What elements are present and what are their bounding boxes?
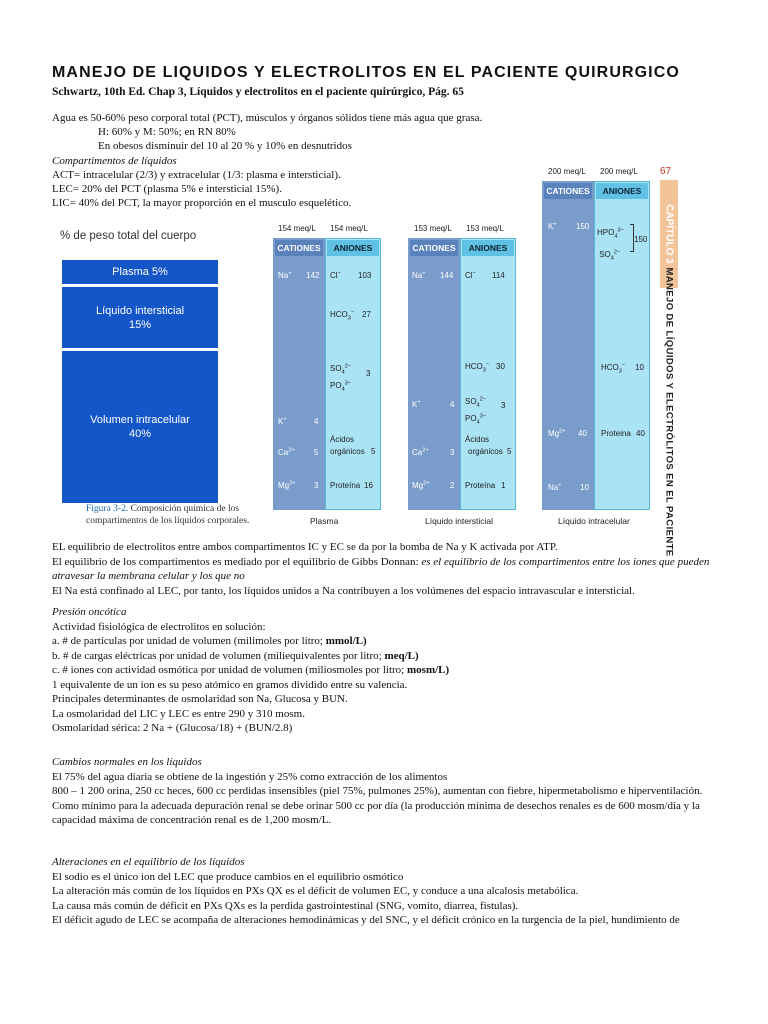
intra-label: Líquido intracelular <box>558 516 630 526</box>
list-item-unit: meq/L) <box>384 649 419 662</box>
section-heading: Alteraciones en el equilibrio de los líquidos <box>52 856 245 868</box>
inter-hco3: $HCO_3^-$ <box>465 361 490 374</box>
paragraph: El 75% del agua diaria se obtiene de la ingestión y 25% como extracción de los alimentos <box>52 770 448 783</box>
figure-caption <box>86 503 276 527</box>
inter-cations-header: CATIONES <box>410 240 458 256</box>
plasma-cation-total: 154 meq/L <box>278 224 316 233</box>
plasma-so4-po4: $SO_4^{2-}$ $PO_4^{3-}$ <box>330 363 352 393</box>
inter-cl-value: 114 <box>492 271 505 280</box>
plasma-k: K+ <box>278 416 287 426</box>
inter-mg: $Mg^{2+}$ <box>412 480 430 490</box>
plasma-proteina-label: Proteína <box>330 481 361 490</box>
intra-hpo4-so4: $HPO_4^{3-}$ $SO_4^{2-}$ <box>597 227 624 262</box>
inter-so4-po4-value: 3 <box>501 401 506 410</box>
list-item-unit: mosm/L) <box>407 664 450 676</box>
plasma-cations-header: CATIONES <box>275 240 323 256</box>
paragraph: Osmolaridad sérica: 2 Na + (Glucosa/18) + (BUN/2.8) <box>52 722 293 734</box>
inter-k-value: 4 <box>450 400 455 409</box>
paragraph: El Na está confinado al LEC, por tanto, los líquidos unidos a Na contribuyen a los volúmenes del espacio intravascular e intersticial. <box>52 584 635 597</box>
plasma-mg-value: 3 <box>314 481 319 490</box>
paragraph-text: El equilibrio de los compartimentos es mediado por el equilibrio de Gibbs Donnan: <box>52 555 422 568</box>
list-item-text: a. # de partículas por unidad de volumen (milimoles por litro; <box>52 635 326 647</box>
paragraph: Principales determinantes de osmolaridad son Na, Glucosa y BUN. <box>52 693 348 705</box>
document-title: MANEJO DE LIQUIDOS Y ELECTROLITOS EN EL PACIENTE QUIRURGICO <box>52 64 680 81</box>
plasma-hco3-value: 27 <box>362 310 371 319</box>
plasma-acidos-value: 5 <box>371 447 376 456</box>
inter-acidos-label: Ácidos <box>465 435 490 444</box>
inter-ca-value: 3 <box>450 448 455 457</box>
figure-pct-title: % de peso total del cuerpo <box>60 230 197 242</box>
inter-na: Na+ <box>412 270 426 280</box>
section-heading: Compartimentos de líquidos <box>52 155 177 167</box>
inter-label: Líquido intersticial <box>425 516 494 526</box>
plasma-na: Na+ <box>278 270 292 280</box>
list-item <box>52 649 722 664</box>
paragraph: 800 – 1 200 orina, 250 cc heces, 600 cc perdidas insensibles (piel 75%, pulmones 25%), aumentan con fiebre, hipermetabolismo e hiperventilación. <box>52 785 703 797</box>
list-item-unit: mmol/L) <box>325 635 367 647</box>
intro-line: H: 60% y M: 50%; en RN 80% <box>98 126 236 138</box>
intracellular-bar: Volumen intracelular 40% <box>62 351 218 503</box>
inter-organicos-label: orgánicos <box>468 447 503 456</box>
plasma-proteina-value: 16 <box>364 481 373 490</box>
intro-line: LEC= 20% del PCT (plasma 5% e intersticial 15%). <box>52 183 282 195</box>
paragraph-italic: es el equilibrio de los compartimentos entre los iones que pueden atravesar la membrana celular y los que no <box>52 555 710 582</box>
paragraph: El sodio es el único ion del LEC que produce cambios en el equilibrio osmótico <box>52 870 404 883</box>
figure-caption-number: Figura 3-2. <box>86 504 129 514</box>
plasma-ca-value: 5 <box>314 448 319 457</box>
list-item <box>52 663 722 678</box>
intra-cation-total: 200 meq/L <box>548 167 586 176</box>
plasma-na-value: 142 <box>306 271 320 280</box>
intra-hco3-value: 10 <box>635 363 644 372</box>
chapter-tab-label: CAPÍTULO 3 <box>663 204 675 264</box>
section-heading: Presión oncótica <box>52 606 127 618</box>
intra-k-value: 150 <box>576 222 590 231</box>
intro-line: En obesos disminuir del 10 al 20 % y 10% en desnutridos <box>98 140 352 152</box>
chapter-side-title: MANEJO DE LÍQUIDOS Y ELECTRÓLITOS EN EL PACIENTE <box>663 267 675 557</box>
page-number: 67 <box>660 166 672 177</box>
plasma-mg: $Mg^{2+}$ <box>278 480 296 490</box>
inter-k: K+ <box>412 399 421 409</box>
paragraph: 1 equivalente de un ion es su peso atómico en gramos dividido entre su valencia. <box>52 678 408 691</box>
intra-anions-header: ANIONES <box>596 183 648 199</box>
intra-k: K+ <box>548 221 557 231</box>
section-heading: Cambios normales en los líquidos <box>52 756 202 768</box>
figure-caption-text: Composición química de los compartimentos de los líquidos corporales. <box>86 504 250 526</box>
inter-proteina-label: Proteína <box>465 481 496 490</box>
body-block-equilibrio <box>52 540 722 598</box>
document-subtitle: Schwartz, 10th Ed. Chap 3, Líquidos y electrolitos en el paciente quirúrgico, Pág. 65 <box>52 86 464 98</box>
inter-acidos-value: 5 <box>507 447 512 456</box>
intro-line: LIC= 40% del PCT, la mayor proporción en el musculo esquelético. <box>52 197 352 209</box>
intra-hpo4-so4-value: 150 <box>634 235 648 244</box>
inter-anions-header: ANIONES <box>462 240 514 256</box>
list-item-text: b. # de cargas eléctricas por unidad de volumen (miliequivalentes por litro; <box>52 649 385 662</box>
interstitial-bar: Líquido intersticial 15% <box>62 287 218 348</box>
intra-na: Na+ <box>548 482 562 492</box>
intro-line: Agua es 50-60% peso corporal total (PCT), músculos y órganos sólidos tiene más agua que grasa. <box>52 112 483 124</box>
intra-hco3: $HCO_3^-$ <box>601 362 626 375</box>
body-block-presion <box>52 605 722 736</box>
plasma-so4-po4-value: 3 <box>366 369 371 378</box>
plasma-hco3: $HCO_3^-$ <box>330 309 355 322</box>
paragraph <box>52 555 722 584</box>
plasma-cl: Cl− <box>330 270 341 280</box>
intra-mg: $Mg^{2+}$ <box>548 428 566 438</box>
inter-ca: $Ca^{2+}$ <box>412 447 429 457</box>
inter-cl: Cl− <box>465 270 476 280</box>
paragraph: Actividad fisiológica de electrolitos en solución: <box>52 620 266 633</box>
inter-so4-po4: $SO_4^{2-}$ $PO_4^{3-}$ <box>465 396 487 426</box>
intra-mg-value: 40 <box>578 429 587 438</box>
intra-cations-header: CATIONES <box>544 183 592 199</box>
paragraph: La alteración más común de los líquidos en PXs QX es el déficit de volumen EC, y conduce a una alcalosis metabólica. <box>52 885 579 897</box>
plasma-organicos-label: orgánicos <box>330 447 365 456</box>
inter-cation-total: 153 meq/L <box>414 224 452 233</box>
plasma-k-value: 4 <box>314 417 319 426</box>
paragraph: Como mínimo para la adecuada depuración renal se debe orinar 500 cc por día (la producción mínima de desechos renales es de 600 mosm/día y la capacidad máxima de concentración renal es de 1,200 mosm/L. <box>52 799 700 826</box>
intra-proteina-label: Proteina <box>601 429 631 438</box>
inter-hco3-value: 30 <box>496 362 505 371</box>
intra-anion-total: 200 meq/L <box>600 167 638 176</box>
body-block-alteraciones <box>52 855 722 928</box>
intra-proteina-value: 40 <box>636 429 645 438</box>
plasma-bar: Plasma 5% <box>62 260 218 284</box>
plasma-anion-total: 154 meq/L <box>330 224 368 233</box>
inter-mg-value: 2 <box>450 481 455 490</box>
plasma-label: Plasma <box>310 516 339 526</box>
inter-anion-total: 153 meq/L <box>466 224 504 233</box>
plasma-ca: $Ca^{2+}$ <box>278 447 295 457</box>
inter-proteina-value: 1 <box>501 481 506 490</box>
plasma-acidos-label: Ácidos <box>330 435 355 444</box>
inter-na-value: 144 <box>440 271 454 280</box>
paragraph: El déficit agudo de LEC se acompaña de alteraciones hemodinámicas y del SNC, y el déficit crónico en la turgencia de la piel, hundimiento de <box>52 914 680 926</box>
intro-line: ACT= intracelular (2/3) y extracelular (1/3: plasma e intersticial). <box>52 169 341 181</box>
plasma-anions-header: ANIONES <box>327 240 379 256</box>
plasma-cl-value: 103 <box>358 271 372 280</box>
intra-na-value: 10 <box>580 483 589 492</box>
paragraph: EL equilibrio de electrolitos entre ambos compartimentos IC y EC se da por la bomba de Na y K activada por ATP. <box>52 541 558 553</box>
paragraph: La osmolaridad del LIC y LEC es entre 290 y 310 mosm. <box>52 707 305 720</box>
body-block-cambios <box>52 755 722 828</box>
paragraph: La causa más común de déficit en PXs QXs es la perdida gastrointestinal (SNG, vomito, diarrea, fistulas). <box>52 899 519 912</box>
list-item-text: c. # iones con actividad osmótica por unidad de volumen (miliosmoles por litro; <box>52 664 407 676</box>
list-item <box>52 634 722 649</box>
